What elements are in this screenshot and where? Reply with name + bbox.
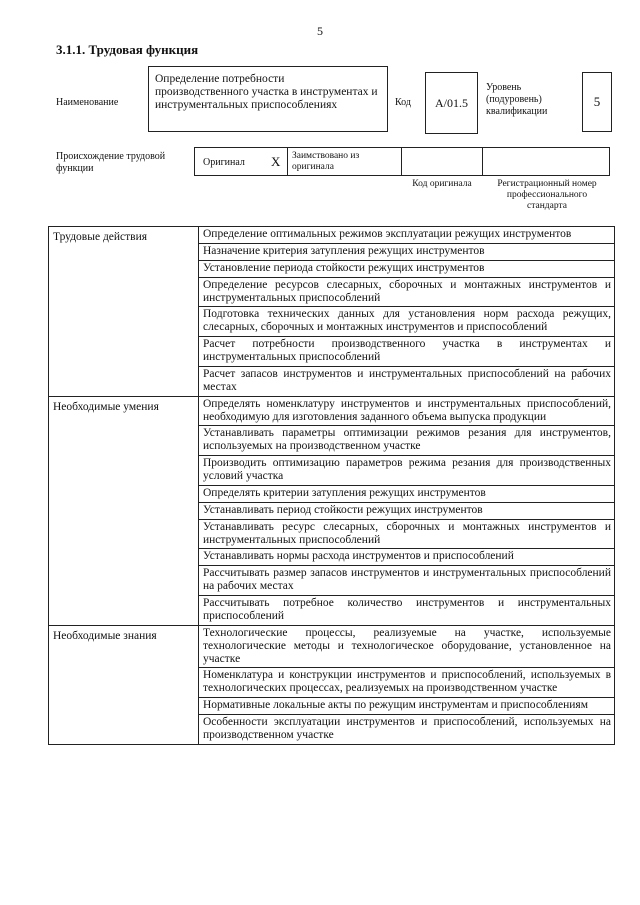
code-original-cell (401, 147, 483, 176)
list-item: Назначение критерия затупления режущих инструментов (199, 243, 615, 260)
code-value: A/01.5 (435, 95, 468, 110)
list-item: Определять критерии затупления режущих инструментов (199, 485, 615, 502)
list-item: Устанавливать ресурс слесарных, сборочных и монтажных инструментов и инструментальных приспособлений (199, 519, 615, 549)
page-number: 5 (317, 24, 323, 38)
list-item: Подготовка технических данных для установления норм расхода режущих, слесарных, сборочных и монтажных инструментов и приспособлений (199, 307, 615, 337)
level-value: 5 (593, 94, 601, 109)
table-row (49, 227, 615, 244)
list-item: Расчет запасов инструментов и инструментальных приспособлений на рабочих местах (199, 366, 615, 396)
original-label: Оригинал (203, 157, 245, 168)
section-required-skills (49, 396, 615, 625)
function-details-table (48, 226, 615, 745)
list-item: Особенности эксплуатации инструментов и приспособлений, используемых на производственном участке (199, 715, 615, 745)
list-item: Определение оптимальных режимов эксплуатации режущих инструментов (199, 227, 615, 244)
original-mark: X (271, 154, 281, 169)
list-item: Технологические процессы, реализуемые на участке, используемые технологические методы и технологическое оборудование, установленное на участке (199, 625, 615, 668)
list-item: Номенклатура и конструкции инструментов и приспособлений, используемых в технологических процессах, реализуемых на производственном участке (199, 668, 615, 698)
list-item: Определение ресурсов слесарных, сборочных и монтажных инструментов и инструментальных приспособлений (199, 277, 615, 307)
name-label: Наименование (56, 97, 119, 108)
table-row (49, 396, 615, 426)
origin-label: Происхождение трудовой функции (56, 151, 166, 174)
reg-number-caption: Регистрационный номер профессионального стандарта (497, 179, 597, 211)
list-item: Рассчитывать потребное количество инструментов и инструментальных приспособлений (199, 596, 615, 626)
table-row (49, 625, 615, 668)
code-original-caption: Код оригинала (412, 179, 472, 189)
section-heading: 3.1.1. Трудовая функция (56, 42, 199, 57)
list-item: Производить оптимизацию параметров режима резания для производственных условий участка (199, 456, 615, 486)
reg-number-cell (482, 147, 610, 176)
section-required-knowledge (49, 625, 615, 744)
section-title: Необходимые знания (49, 625, 199, 744)
level-box (582, 72, 612, 132)
section-labor-actions (49, 227, 615, 397)
function-name: Определение потребности производственного участка в инструментах и инструментальных приспособлениях (155, 73, 378, 111)
original-cell (194, 147, 288, 176)
list-item: Рассчитывать размер запасов инструментов и инструментальных приспособлений на рабочих местах (199, 566, 615, 596)
borrowed-label: Заимствовано из оригинала (292, 151, 360, 172)
code-box (425, 72, 478, 134)
list-item: Расчет потребности производственного участка в инструментах и инструментальных приспособлений (199, 337, 615, 367)
list-item: Нормативные локальные акты по режущим инструментам и приспособлениям (199, 698, 615, 715)
list-item: Определять номенклатуру инструментов и инструментальных приспособлений, необходимую для изготовления заданного объема выпуска продукции (199, 396, 615, 426)
section-title: Трудовые действия (49, 227, 199, 397)
list-item: Устанавливать период стойкости режущих инструментов (199, 502, 615, 519)
list-item: Устанавливать нормы расхода инструментов и приспособлений (199, 549, 615, 566)
list-item: Установление периода стойкости режущих инструментов (199, 260, 615, 277)
section-title: Необходимые умения (49, 396, 199, 625)
code-label: Код (395, 97, 411, 108)
function-name-box (148, 66, 388, 132)
list-item: Устанавливать параметры оптимизации режимов резания для инструментов, используемых на производственном участке (199, 426, 615, 456)
borrowed-cell (287, 147, 402, 176)
level-label: Уровень (подуровень) квалификации (486, 82, 548, 117)
